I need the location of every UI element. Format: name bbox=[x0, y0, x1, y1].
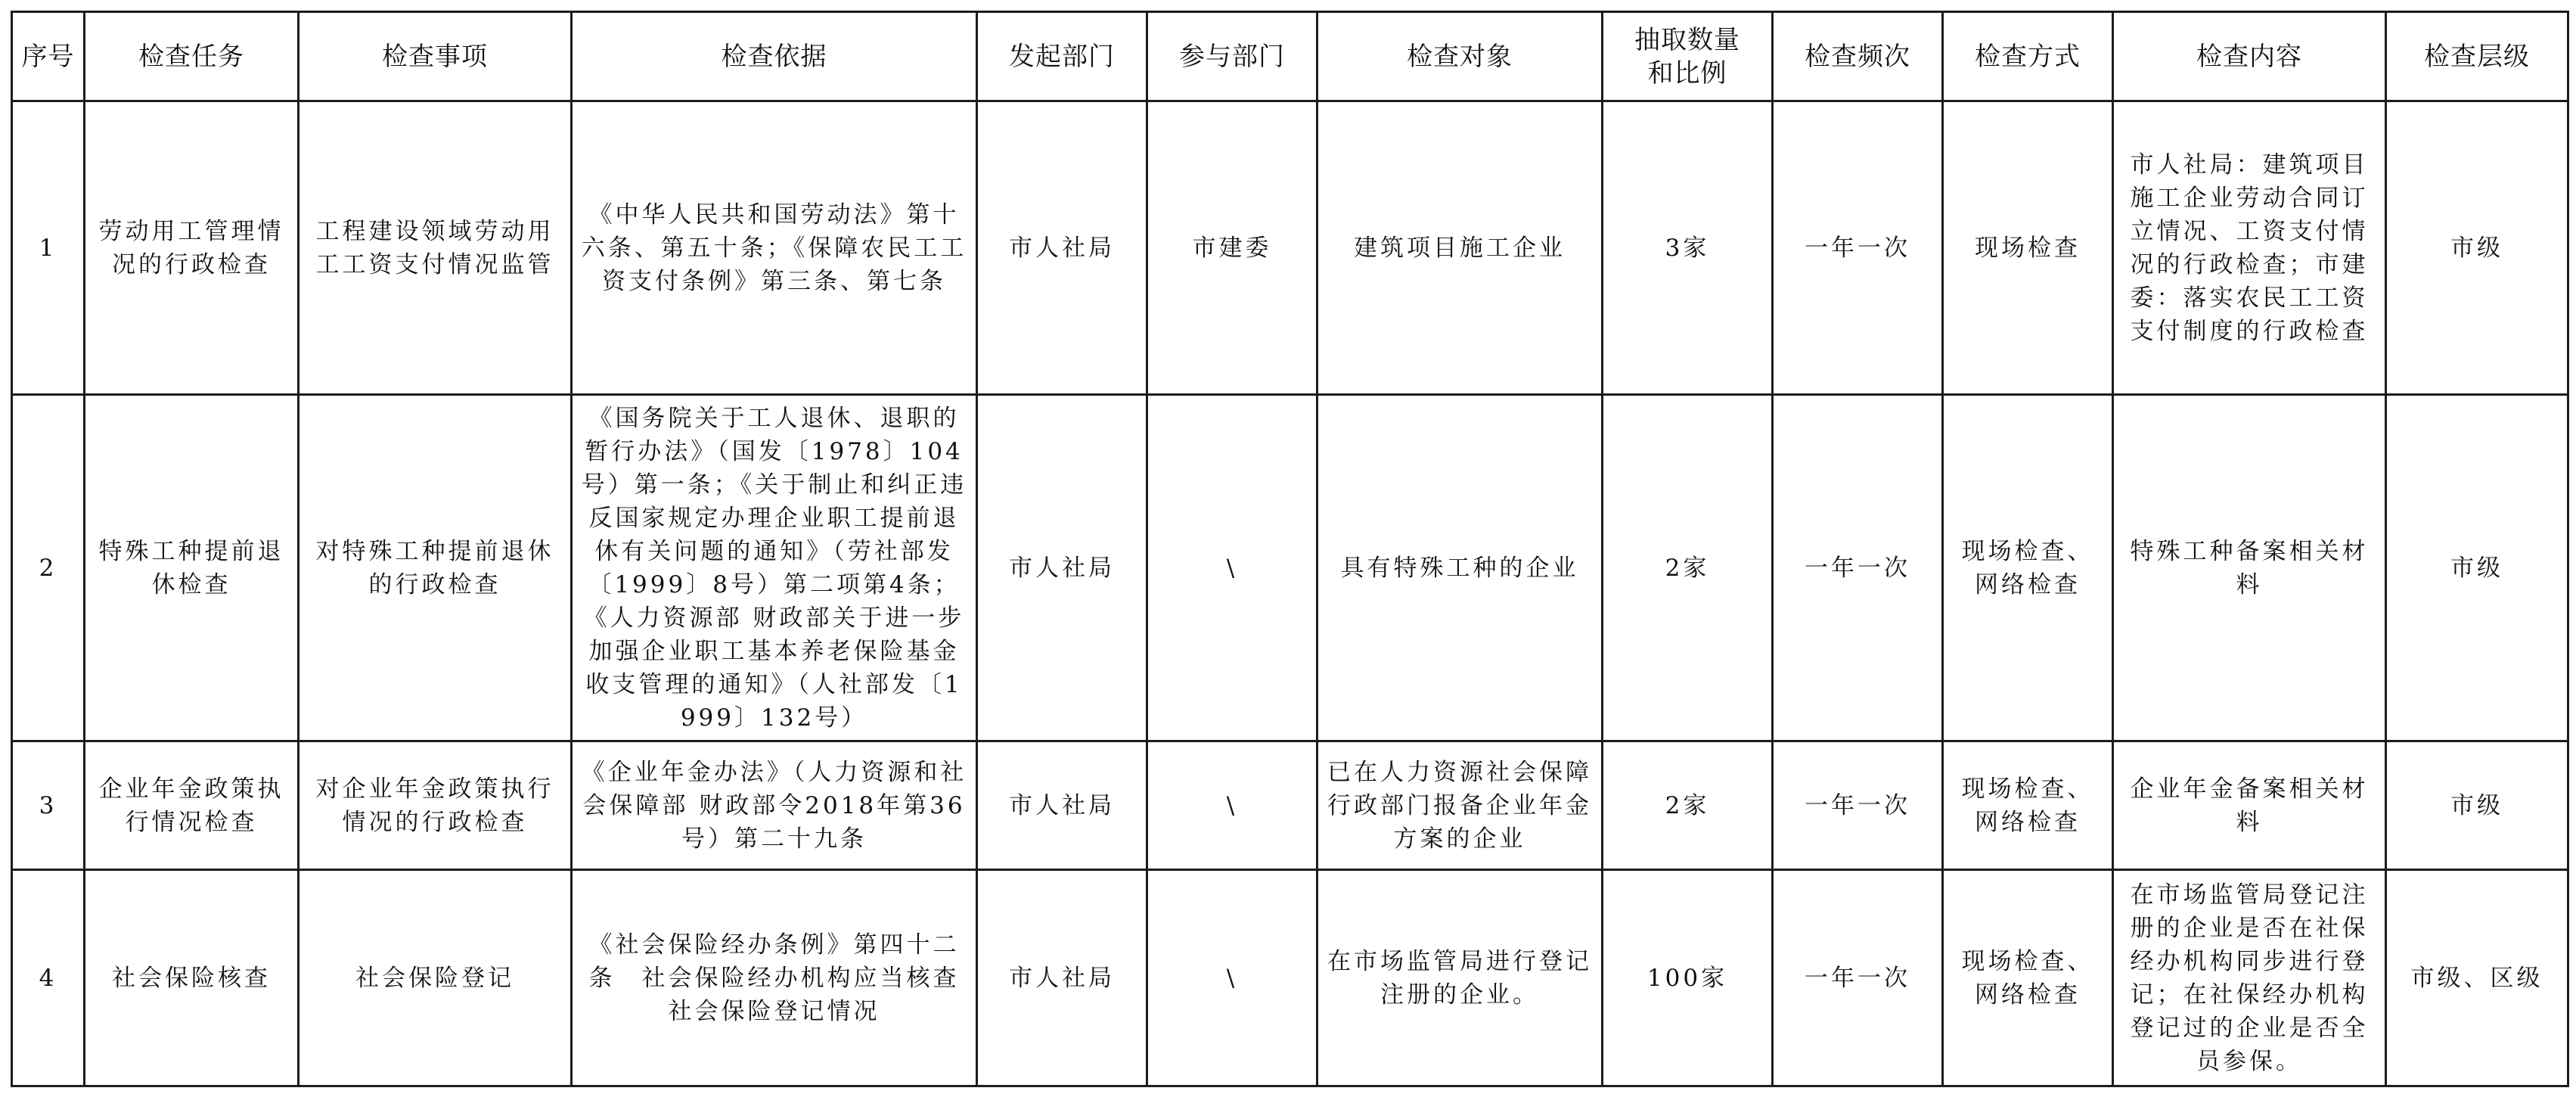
cell-level: 市级 bbox=[2386, 395, 2568, 741]
cell-sample: 3家 bbox=[1603, 101, 1773, 395]
cell-content: 特殊工种备案相关材料 bbox=[2113, 395, 2386, 741]
cell-sample: 2家 bbox=[1603, 741, 1773, 870]
cell-initiator: 市人社局 bbox=[977, 741, 1147, 870]
cell-frequency: 一年一次 bbox=[1773, 870, 1943, 1086]
cell-participant: \ bbox=[1147, 395, 1317, 741]
cell-item: 对企业年金政策执行情况的行政检查 bbox=[299, 741, 572, 870]
table-row bbox=[12, 395, 2568, 741]
cell-method: 现场检查、网络检查 bbox=[1943, 870, 2113, 1086]
header-task: 检查任务 bbox=[85, 12, 299, 101]
cell-participant: \ bbox=[1147, 741, 1317, 870]
cell-method: 现场检查、网络检查 bbox=[1943, 395, 2113, 741]
cell-no: 2 bbox=[12, 395, 85, 741]
cell-item: 对特殊工种提前退休的行政检查 bbox=[299, 395, 572, 741]
cell-basis: 《中华人民共和国劳动法》第十六条、第五十条；《保障农民工工资支付条例》第三条、第七条 bbox=[572, 101, 977, 395]
header-item: 检查事项 bbox=[299, 12, 572, 101]
header-sample: 抽取数量和比例 bbox=[1603, 12, 1773, 101]
cell-sample: 2家 bbox=[1603, 395, 1773, 741]
cell-target: 已在人力资源社会保障行政部门报备企业年金方案的企业 bbox=[1317, 741, 1603, 870]
cell-method: 现场检查、网络检查 bbox=[1943, 741, 2113, 870]
cell-item: 工程建设领域劳动用工工资支付情况监管 bbox=[299, 101, 572, 395]
cell-method: 现场检查 bbox=[1943, 101, 2113, 395]
cell-initiator: 市人社局 bbox=[977, 870, 1147, 1086]
cell-task: 劳动用工管理情况的行政检查 bbox=[85, 101, 299, 395]
cell-target: 具有特殊工种的企业 bbox=[1317, 395, 1603, 741]
cell-task: 特殊工种提前退休检查 bbox=[85, 395, 299, 741]
cell-no: 3 bbox=[12, 741, 85, 870]
cell-basis: 《社会保险经办条例》第四十二条 社会保险经办机构应当核查社会保险登记情况 bbox=[572, 870, 977, 1086]
cell-level: 市级 bbox=[2386, 741, 2568, 870]
header-level: 检查层级 bbox=[2386, 12, 2568, 101]
cell-basis: 《国务院关于工人退休、退职的暂行办法》（国发〔1978〕104号）第一条；《关于制止和纠正违反国家规定办理企业职工提前退休有关问题的通知》（劳社部发〔1999〕8号）第二项第4条；《人力资源部 财政部关于进一步加强企业职工基本养老保险基金收支管理的通知》（人社部发〔1999〕132号） bbox=[572, 395, 977, 741]
cell-level: 市级、区级 bbox=[2386, 870, 2568, 1086]
header-no: 序号 bbox=[12, 12, 85, 101]
cell-initiator: 市人社局 bbox=[977, 101, 1147, 395]
cell-content: 市人社局：建筑项目施工企业劳动合同订立情况、工资支付情况的行政检查；市建委：落实农民工工资支付制度的行政检查 bbox=[2113, 101, 2386, 395]
cell-target: 建筑项目施工企业 bbox=[1317, 101, 1603, 395]
cell-target: 在市场监管局进行登记注册的企业。 bbox=[1317, 870, 1603, 1086]
cell-item: 社会保险登记 bbox=[299, 870, 572, 1086]
table-row bbox=[12, 101, 2568, 395]
inspection-table bbox=[11, 11, 2569, 1087]
header-target: 检查对象 bbox=[1317, 12, 1603, 101]
header-content: 检查内容 bbox=[2113, 12, 2386, 101]
cell-no: 4 bbox=[12, 870, 85, 1086]
cell-frequency: 一年一次 bbox=[1773, 395, 1943, 741]
header-method: 检查方式 bbox=[1943, 12, 2113, 101]
header-basis: 检查依据 bbox=[572, 12, 977, 101]
header-frequency: 检查频次 bbox=[1773, 12, 1943, 101]
cell-task: 社会保险核查 bbox=[85, 870, 299, 1086]
table-row bbox=[12, 870, 2568, 1086]
cell-participant: 市建委 bbox=[1147, 101, 1317, 395]
cell-initiator: 市人社局 bbox=[977, 395, 1147, 741]
table-row bbox=[12, 741, 2568, 870]
cell-sample: 100家 bbox=[1603, 870, 1773, 1086]
header-initiator: 发起部门 bbox=[977, 12, 1147, 101]
cell-no: 1 bbox=[12, 101, 85, 395]
cell-task: 企业年金政策执行情况检查 bbox=[85, 741, 299, 870]
cell-content: 企业年金备案相关材料 bbox=[2113, 741, 2386, 870]
cell-frequency: 一年一次 bbox=[1773, 101, 1943, 395]
cell-content: 在市场监管局登记注册的企业是否在社保经办机构同步进行登记；在社保经办机构登记过的企业是否全员参保。 bbox=[2113, 870, 2386, 1086]
cell-basis: 《企业年金办法》（人力资源和社会保障部 财政部令2018年第36号）第二十九条 bbox=[572, 741, 977, 870]
header-participant: 参与部门 bbox=[1147, 12, 1317, 101]
cell-participant: \ bbox=[1147, 870, 1317, 1086]
header-row bbox=[12, 12, 2568, 101]
cell-level: 市级 bbox=[2386, 101, 2568, 395]
cell-frequency: 一年一次 bbox=[1773, 741, 1943, 870]
